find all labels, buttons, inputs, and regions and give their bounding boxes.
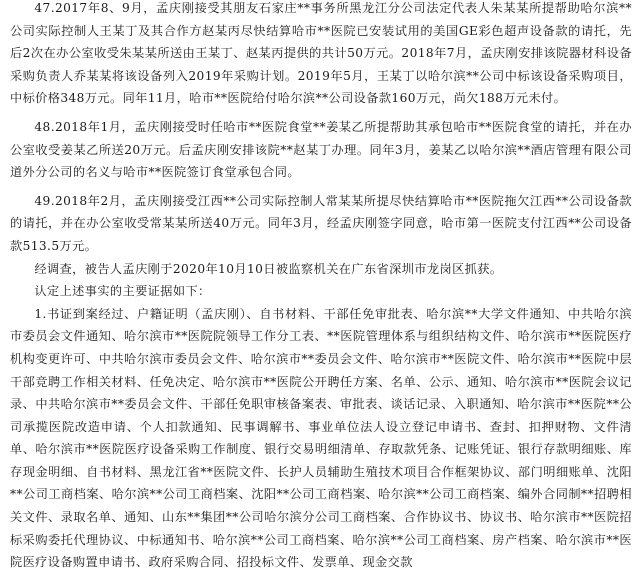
- paragraph-item-48: 48.2018年1月，孟庆刚接受时任哈市**医院食堂**姜某乙所提帮助其承包哈市**医院食堂的请托，并在办公室收受姜某乙所送20万元。后孟庆刚安排该院**赵某丁办理。同年3月，姜某乙以哈尔滨**酒店管理有限公司道外分公司的名义与哈市**医院签订食堂承包合同。: [10, 119, 632, 180]
- evidence-heading: 认定上述事实的主要证据如下：: [34, 284, 211, 299]
- paragraph-item-49: 49.2018年2月，孟庆刚接受江西**公司实际控制人常某某所提尽快结算哈市**医院拖欠江西**公司设备款的请托，并在办公室收受常某某所送40万元。同年3月，经孟庆刚签字同意，哈市第一医院支付江西**公司设备款513.5万元。: [10, 193, 632, 253]
- evidence-list-item-1: 1.书证到案经过、户籍证明（孟庆刚）、自书材料、干部任免审批表、哈尔滨**大学文件通知、中共哈尔滨市委员会文件通知、哈尔滨市**医院院领导工作分工表、**医院管理体系与组织结构文件、哈尔滨市**医院医疗机构变更许可、中共哈尔滨市委员会文件、哈尔滨市**委员会文件、哈尔滨市**医院文件、哈尔滨市**医院中层干部竞聘工作相关材料、任免决定、哈尔滨市**医院公开聘任方案、名单、公示、通知、哈尔滨市**医院会议记录、中共哈尔滨市**委员会文件、干部任免职审核备案表、审批表、谈话记录、入职通知、哈尔滨市**医院**公司承揽医院改造申请、个人扣款通知、民事调解书、事业单位法人设立登记申请书、查封、扣押财物、文件清单、哈尔滨市**医院医疗设备采购工作制度、银行交易明细清单、存取款凭条、记账凭证、银行存款明细账、库存现金明细、自书材料、黑龙江省**医院文件、长护人员辅助生殖技术项目合作框架协议、部门明细账单、沈阳**公司工商档案、哈尔滨**公司工商档案、沈阳**公司工商档案、哈尔滨**公司工商档案、编外合同制**招聘相关文件、录取名单、通知、山东**集团**公司哈尔滨分公司工商档案、合作协议书、协议书、哈尔滨市**医院招标采购委托代理协议、中标通知书、哈尔滨**公司工商档案、哈尔滨**公司工商档案、房产档案、哈尔滨市**医院医疗设备购置申请书、政府采购合同、招投标文件、发票单、现金交款: [10, 306, 632, 570]
- investigation-note: 经调查，被告人孟庆刚于2020年10月10日被监察机关在广东省深圳市龙岗区抓获。: [34, 261, 503, 276]
- paragraph-item-47: 47.2017年8、9月，孟庆刚接受其朋友石家庄**事务所黑龙江分公司法定代表人朱某某所提帮助哈尔滨**公司实际控制人王某丁及其合作方赵某丙尽快结算哈市**医院已安装试用的美国GE彩色超声设备款的请托，先后2次在办公室收受朱某某所送由王某丁、赵某丙提供的共计50万元。2018年7月，孟庆刚安排该院器材科设备采购负责人乔某某将该设备列入2019年采购计划。2019年5月，王某丁以哈尔滨**公司中标该设备采购项目，中标价格348万元。同年11月，哈市**医院给付哈尔滨**公司设备款160万元，尚欠188万元未付。: [10, 1, 632, 106]
